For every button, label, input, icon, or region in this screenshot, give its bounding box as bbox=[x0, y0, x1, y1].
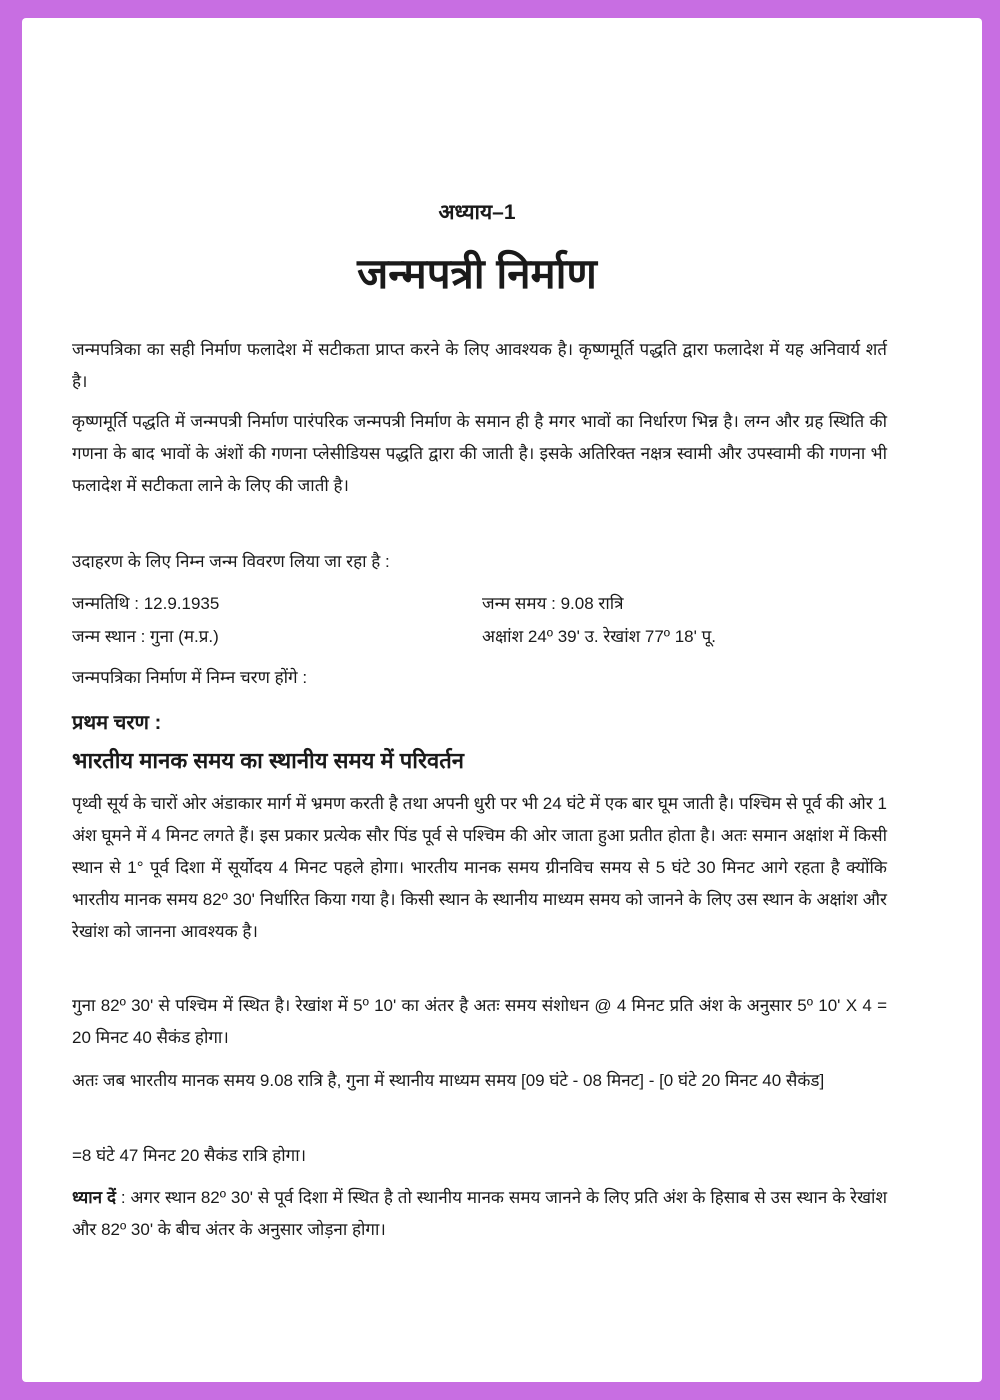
paragraph-example: उदाहरण के लिए निम्न जन्म विवरण लिया जा रहा है : bbox=[72, 552, 390, 571]
note-text: : अगर स्थान 82º 30' से पूर्व दिशा में स्थित है तो स्थानीय मानक समय जानने के लिए प्रति अंश के हिसाब से उस स्थान के रेखांश और 82º 30' के बीच अंतर के अनुसार जोड़ना होगा। bbox=[72, 1188, 888, 1239]
paragraph-intro: जन्मपत्रिका का सही निर्माण फलादेश में सटीकता प्राप्त करने के लिए आवश्यक है। कृष्णमूर्ति पद्धति द्वारा फलादेश में यह अनिवार्य शर्त है। bbox=[72, 340, 887, 391]
document-page bbox=[22, 18, 982, 1382]
step-heading: प्रथम चरण : bbox=[72, 712, 162, 734]
birth-date: जन्मतिथि : 12.9.1935 bbox=[72, 594, 220, 613]
step-subheading: भारतीय मानक समय का स्थानीय समय में परिवर्तन bbox=[72, 748, 464, 773]
paragraph-note bbox=[72, 1182, 887, 1246]
paragraph-kp-method: कृष्णमूर्ति पद्धति में जन्मपत्री निर्माण पारंपरिक जन्मपत्री निर्माण के समान ही है मगर भावों का निर्धारण भिन्न है। लग्न और ग्रह स्थिति की गणना के बाद भावों के अंशों की गणना प्लेसीडियस पद्धति द्वारा की जाती है। इसके अतिरिक्त नक्षत्र स्वामी और उपस्वामी की गणना भी फलादेश में सटीकता लाने के लिए की जाती है। bbox=[72, 412, 887, 495]
paragraph-steps: जन्मपत्रिका निर्माण में निम्न चरण होंगे : bbox=[72, 668, 308, 687]
birth-place: जन्म स्थान : गुना (म.प्र.) bbox=[72, 627, 219, 646]
paragraph-result: =8 घंटे 47 मिनट 20 सैकंड रात्रि होगा। bbox=[72, 1146, 307, 1165]
chapter-label: अध्याय–1 bbox=[438, 201, 516, 224]
paragraph-calculation: अतः जब भारतीय मानक समय 9.08 रात्रि है, गुना में स्थानीय माध्यम समय [09 घंटे - 08 मिनट] - [0 घंटे 20 मिनट 40 सैकंड] bbox=[72, 1071, 825, 1090]
paragraph-earth-rotation: पृथ्वी सूर्य के चारों ओर अंडाकार मार्ग में भ्रमण करती है तथा अपनी धुरी पर भी 24 घंटे में एक बार घूम जाती है। पश्चिम से पूर्व की ओर 1 अंश घूमने में 4 मिनट लगते हैं। इस प्रकार प्रत्येक सौर पिंड पूर्व से पश्चिम की ओर जाता हुआ प्रतीत होता है। अतः समान अक्षांश में किसी स्थान से 1° पूर्व दिशा में सूर्योदय 4 मिनट पहले होगा। भारतीय मानक समय ग्रीनविच समय से 5 घंटे 30 मिनट आगे रहता है क्योंकि भारतीय मानक समय 82º 30' निर्धारित किया गया है। किसी स्थान के स्थानीय माध्यम समय को जानने के लिए उस स्थान के अक्षांश और रेखांश को जानना आवश्यक है। bbox=[72, 794, 887, 941]
chapter-title: जन्मपत्री निर्माण bbox=[357, 250, 597, 297]
note-label: ध्यान दें bbox=[72, 1188, 117, 1207]
birth-coordinates: अक्षांश 24º 39' उ. रेखांश 77º 18' पू. bbox=[482, 627, 716, 646]
paragraph-guna: गुना 82º 30' से पश्चिम में स्थित है। रेखांश में 5º 10' का अंतर है अतः समय संशोधन @ 4 मिनट प्रति अंश के अनुसार 5º 10' X 4 = 20 मिनट 40 सैकंड होगा। bbox=[72, 996, 887, 1047]
birth-time: जन्म समय : 9.08 रात्रि bbox=[482, 594, 624, 613]
